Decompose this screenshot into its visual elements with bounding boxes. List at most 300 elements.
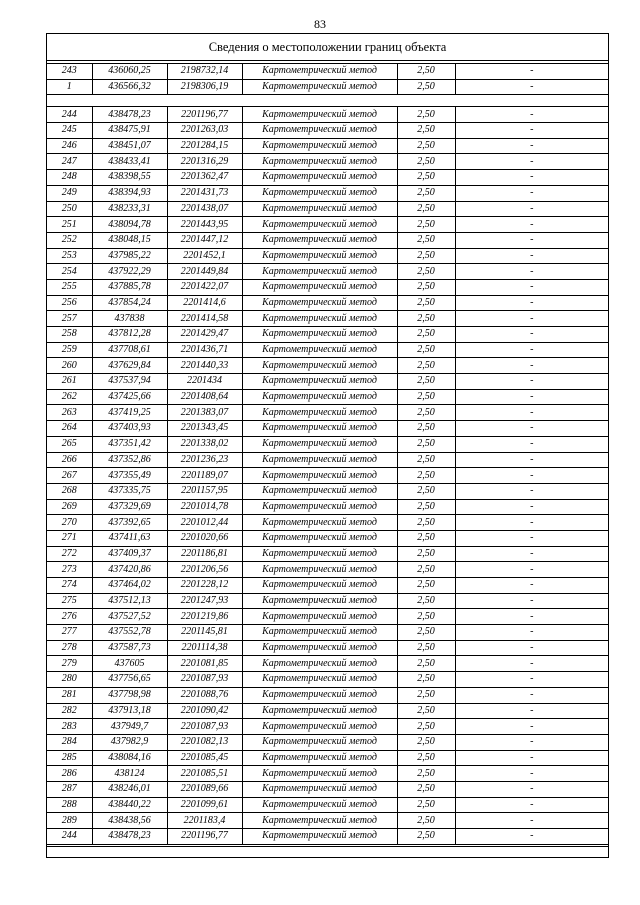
point-number-cell: 248 (47, 170, 92, 186)
x-coordinate-cell: 437798,98 (92, 687, 167, 703)
description-cell: - (455, 530, 608, 546)
x-coordinate-cell: 437552,78 (92, 625, 167, 641)
point-number-cell: 260 (47, 358, 92, 374)
table-row (47, 499, 608, 515)
y-coordinate-cell: 2201228,12 (167, 578, 242, 594)
method-cell: Картометрический метод (242, 79, 397, 95)
description-cell: - (455, 734, 608, 750)
y-coordinate-cell: 2201449,84 (167, 264, 242, 280)
method-cell: Картометрический метод (242, 279, 397, 295)
boundary-section (46, 33, 609, 858)
x-coordinate-cell: 437605 (92, 656, 167, 672)
y-coordinate-cell: 2201090,42 (167, 703, 242, 719)
accuracy-cell: 2,50 (397, 452, 455, 468)
x-coordinate-cell: 437982,9 (92, 734, 167, 750)
accuracy-cell: 2,50 (397, 562, 455, 578)
y-coordinate-cell: 2201085,45 (167, 750, 242, 766)
accuracy-cell: 2,50 (397, 170, 455, 186)
accuracy-cell: 2,50 (397, 766, 455, 782)
method-cell: Картометрический метод (242, 625, 397, 641)
x-coordinate-cell: 437812,28 (92, 327, 167, 343)
method-cell: Картометрический метод (242, 687, 397, 703)
point-number-cell: 253 (47, 248, 92, 264)
y-coordinate-cell: 2201183,4 (167, 813, 242, 829)
method-cell: Картометрический метод (242, 295, 397, 311)
accuracy-cell: 2,50 (397, 264, 455, 280)
description-cell: - (455, 781, 608, 797)
point-number-cell: 271 (47, 530, 92, 546)
point-number-cell: 1 (47, 79, 92, 95)
accuracy-cell: 2,50 (397, 625, 455, 641)
method-cell: Картометрический метод (242, 562, 397, 578)
y-coordinate-cell: 2201020,66 (167, 530, 242, 546)
x-coordinate-cell: 437512,13 (92, 593, 167, 609)
description-cell: - (455, 374, 608, 390)
accuracy-cell: 2,50 (397, 468, 455, 484)
description-cell: - (455, 107, 608, 123)
method-cell: Картометрический метод (242, 750, 397, 766)
accuracy-cell: 2,50 (397, 656, 455, 672)
description-cell: - (455, 562, 608, 578)
x-coordinate-cell: 437409,37 (92, 546, 167, 562)
point-number-cell: 259 (47, 342, 92, 358)
method-cell: Картометрический метод (242, 64, 397, 80)
separator-cell (47, 95, 608, 107)
description-cell: - (455, 687, 608, 703)
point-number-cell: 267 (47, 468, 92, 484)
point-number-cell: 250 (47, 201, 92, 217)
point-number-cell: 273 (47, 562, 92, 578)
y-coordinate-cell: 2201189,07 (167, 468, 242, 484)
description-cell: - (455, 248, 608, 264)
x-coordinate-cell: 437411,63 (92, 530, 167, 546)
x-coordinate-cell: 437854,24 (92, 295, 167, 311)
point-number-cell: 282 (47, 703, 92, 719)
method-cell: Картометрический метод (242, 829, 397, 845)
point-number-cell: 249 (47, 185, 92, 201)
method-cell: Картометрический метод (242, 766, 397, 782)
method-cell: Картометрический метод (242, 781, 397, 797)
accuracy-cell: 2,50 (397, 734, 455, 750)
accuracy-cell: 2,50 (397, 201, 455, 217)
y-coordinate-cell: 2198732,14 (167, 64, 242, 80)
x-coordinate-cell: 438398,55 (92, 170, 167, 186)
y-coordinate-cell: 2201447,12 (167, 232, 242, 248)
accuracy-cell: 2,50 (397, 593, 455, 609)
description-cell: - (455, 829, 608, 845)
table-row (47, 295, 608, 311)
x-coordinate-cell: 436566,32 (92, 79, 167, 95)
table-row (47, 515, 608, 531)
description-cell: - (455, 342, 608, 358)
table-row (47, 672, 608, 688)
x-coordinate-cell: 437949,7 (92, 719, 167, 735)
y-coordinate-cell: 2201081,85 (167, 656, 242, 672)
point-number-cell: 263 (47, 405, 92, 421)
point-number-cell: 243 (47, 64, 92, 80)
y-coordinate-cell: 2201186,81 (167, 546, 242, 562)
coordinates-table (47, 63, 608, 845)
x-coordinate-cell: 437420,86 (92, 562, 167, 578)
x-coordinate-cell: 437922,29 (92, 264, 167, 280)
x-coordinate-cell: 437985,22 (92, 248, 167, 264)
table-row (47, 546, 608, 562)
method-cell: Картометрический метод (242, 342, 397, 358)
point-number-cell: 279 (47, 656, 92, 672)
x-coordinate-cell: 437403,93 (92, 421, 167, 437)
y-coordinate-cell: 2201284,15 (167, 138, 242, 154)
point-number-cell: 264 (47, 421, 92, 437)
accuracy-cell: 2,50 (397, 374, 455, 390)
x-coordinate-cell: 438475,91 (92, 123, 167, 139)
y-coordinate-cell: 2201085,51 (167, 766, 242, 782)
y-coordinate-cell: 2201087,93 (167, 672, 242, 688)
table-row (47, 201, 608, 217)
table-row (47, 483, 608, 499)
description-cell: - (455, 578, 608, 594)
method-cell: Картометрический метод (242, 468, 397, 484)
point-number-cell: 247 (47, 154, 92, 170)
y-coordinate-cell: 2201247,93 (167, 593, 242, 609)
description-cell: - (455, 311, 608, 327)
table-row (47, 107, 608, 123)
method-cell: Картометрический метод (242, 123, 397, 139)
x-coordinate-cell: 438124 (92, 766, 167, 782)
accuracy-cell: 2,50 (397, 719, 455, 735)
accuracy-cell: 2,50 (397, 797, 455, 813)
point-number-cell: 280 (47, 672, 92, 688)
description-cell: - (455, 79, 608, 95)
description-cell: - (455, 405, 608, 421)
point-number-cell: 265 (47, 436, 92, 452)
description-cell: - (455, 766, 608, 782)
description-cell: - (455, 185, 608, 201)
method-cell: Картометрический метод (242, 734, 397, 750)
table-row (47, 138, 608, 154)
y-coordinate-cell: 2201440,33 (167, 358, 242, 374)
accuracy-cell: 2,50 (397, 609, 455, 625)
table-row (47, 264, 608, 280)
x-coordinate-cell: 437587,73 (92, 640, 167, 656)
contour-separator-row (47, 95, 608, 107)
description-cell: - (455, 515, 608, 531)
table-row (47, 797, 608, 813)
table-row (47, 170, 608, 186)
description-cell: - (455, 264, 608, 280)
accuracy-cell: 2,50 (397, 578, 455, 594)
method-cell: Картометрический метод (242, 530, 397, 546)
x-coordinate-cell: 437329,69 (92, 499, 167, 515)
y-coordinate-cell: 2201012,44 (167, 515, 242, 531)
x-coordinate-cell: 438433,41 (92, 154, 167, 170)
point-number-cell: 272 (47, 546, 92, 562)
y-coordinate-cell: 2201414,58 (167, 311, 242, 327)
description-cell: - (455, 656, 608, 672)
description-cell: - (455, 640, 608, 656)
x-coordinate-cell: 437537,94 (92, 374, 167, 390)
method-cell: Картометрический метод (242, 232, 397, 248)
accuracy-cell: 2,50 (397, 279, 455, 295)
table-row (47, 640, 608, 656)
description-cell: - (455, 436, 608, 452)
y-coordinate-cell: 2201383,07 (167, 405, 242, 421)
table-row (47, 781, 608, 797)
y-coordinate-cell: 2201206,56 (167, 562, 242, 578)
description-cell: - (455, 217, 608, 233)
description-cell: - (455, 123, 608, 139)
method-cell: Картометрический метод (242, 170, 397, 186)
description-cell: - (455, 499, 608, 515)
y-coordinate-cell: 2201316,29 (167, 154, 242, 170)
method-cell: Картометрический метод (242, 389, 397, 405)
method-cell: Картометрический метод (242, 703, 397, 719)
x-coordinate-cell: 437838 (92, 311, 167, 327)
y-coordinate-cell: 2201236,23 (167, 452, 242, 468)
method-cell: Картометрический метод (242, 436, 397, 452)
point-number-cell: 244 (47, 829, 92, 845)
table-row (47, 562, 608, 578)
method-cell: Картометрический метод (242, 248, 397, 264)
x-coordinate-cell: 438094,78 (92, 217, 167, 233)
x-coordinate-cell: 437355,49 (92, 468, 167, 484)
y-coordinate-cell: 2201196,77 (167, 107, 242, 123)
table-row (47, 232, 608, 248)
x-coordinate-cell: 438233,31 (92, 201, 167, 217)
accuracy-cell: 2,50 (397, 217, 455, 233)
accuracy-cell: 2,50 (397, 405, 455, 421)
x-coordinate-cell: 437335,75 (92, 483, 167, 499)
table-row (47, 593, 608, 609)
table-row (47, 750, 608, 766)
description-cell: - (455, 546, 608, 562)
x-coordinate-cell: 437352,86 (92, 452, 167, 468)
point-number-cell: 286 (47, 766, 92, 782)
y-coordinate-cell: 2201431,73 (167, 185, 242, 201)
table-row (47, 123, 608, 139)
table-row (47, 530, 608, 546)
accuracy-cell: 2,50 (397, 687, 455, 703)
y-coordinate-cell: 2201452,1 (167, 248, 242, 264)
method-cell: Картометрический метод (242, 656, 397, 672)
description-cell: - (455, 719, 608, 735)
method-cell: Картометрический метод (242, 578, 397, 594)
table-row (47, 154, 608, 170)
table-row (47, 311, 608, 327)
point-number-cell: 261 (47, 374, 92, 390)
accuracy-cell: 2,50 (397, 123, 455, 139)
description-cell: - (455, 452, 608, 468)
y-coordinate-cell: 2201422,07 (167, 279, 242, 295)
method-cell: Картометрический метод (242, 499, 397, 515)
accuracy-cell: 2,50 (397, 499, 455, 515)
description-cell: - (455, 421, 608, 437)
x-coordinate-cell: 437527,52 (92, 609, 167, 625)
method-cell: Картометрический метод (242, 217, 397, 233)
point-number-cell: 276 (47, 609, 92, 625)
section-title: Сведения о местоположении границ объекта (47, 34, 608, 61)
accuracy-cell: 2,50 (397, 79, 455, 95)
point-number-cell: 278 (47, 640, 92, 656)
method-cell: Картометрический метод (242, 421, 397, 437)
y-coordinate-cell: 2201429,47 (167, 327, 242, 343)
point-number-cell: 246 (47, 138, 92, 154)
x-coordinate-cell: 437419,25 (92, 405, 167, 421)
method-cell: Картометрический метод (242, 483, 397, 499)
accuracy-cell: 2,50 (397, 672, 455, 688)
description-cell: - (455, 138, 608, 154)
accuracy-cell: 2,50 (397, 185, 455, 201)
point-number-cell: 254 (47, 264, 92, 280)
description-cell: - (455, 468, 608, 484)
accuracy-cell: 2,50 (397, 107, 455, 123)
y-coordinate-cell: 2201408,64 (167, 389, 242, 405)
table-row (47, 452, 608, 468)
table-row (47, 703, 608, 719)
accuracy-cell: 2,50 (397, 327, 455, 343)
table-row (47, 217, 608, 233)
point-number-cell: 251 (47, 217, 92, 233)
description-cell: - (455, 609, 608, 625)
accuracy-cell: 2,50 (397, 483, 455, 499)
accuracy-cell: 2,50 (397, 640, 455, 656)
method-cell: Картометрический метод (242, 185, 397, 201)
y-coordinate-cell: 2201196,77 (167, 829, 242, 845)
accuracy-cell: 2,50 (397, 358, 455, 374)
method-cell: Картометрический метод (242, 672, 397, 688)
y-coordinate-cell: 2201338,02 (167, 436, 242, 452)
accuracy-cell: 2,50 (397, 248, 455, 264)
accuracy-cell: 2,50 (397, 436, 455, 452)
method-cell: Картометрический метод (242, 311, 397, 327)
x-coordinate-cell: 437392,65 (92, 515, 167, 531)
table-row (47, 734, 608, 750)
y-coordinate-cell: 2201082,13 (167, 734, 242, 750)
description-cell: - (455, 672, 608, 688)
x-coordinate-cell: 436060,25 (92, 64, 167, 80)
description-cell: - (455, 797, 608, 813)
method-cell: Картометрический метод (242, 201, 397, 217)
description-cell: - (455, 625, 608, 641)
table-row (47, 609, 608, 625)
accuracy-cell: 2,50 (397, 813, 455, 829)
method-cell: Картометрический метод (242, 546, 397, 562)
x-coordinate-cell: 438478,23 (92, 107, 167, 123)
accuracy-cell: 2,50 (397, 421, 455, 437)
x-coordinate-cell: 437629,84 (92, 358, 167, 374)
method-cell: Картометрический метод (242, 452, 397, 468)
page-number: 83 (314, 17, 326, 31)
point-number-cell: 274 (47, 578, 92, 594)
table-row (47, 405, 608, 421)
x-coordinate-cell: 438451,07 (92, 138, 167, 154)
point-number-cell: 285 (47, 750, 92, 766)
method-cell: Картометрический метод (242, 609, 397, 625)
description-cell: - (455, 703, 608, 719)
x-coordinate-cell: 437351,42 (92, 436, 167, 452)
x-coordinate-cell: 438084,16 (92, 750, 167, 766)
method-cell: Картометрический метод (242, 327, 397, 343)
description-cell: - (455, 327, 608, 343)
method-cell: Картометрический метод (242, 593, 397, 609)
accuracy-cell: 2,50 (397, 750, 455, 766)
point-number-cell: 283 (47, 719, 92, 735)
point-number-cell: 258 (47, 327, 92, 343)
y-coordinate-cell: 2201087,93 (167, 719, 242, 735)
method-cell: Картометрический метод (242, 264, 397, 280)
y-coordinate-cell: 2201434 (167, 374, 242, 390)
method-cell: Картометрический метод (242, 515, 397, 531)
point-number-cell: 277 (47, 625, 92, 641)
description-cell: - (455, 295, 608, 311)
accuracy-cell: 2,50 (397, 515, 455, 531)
method-cell: Картометрический метод (242, 719, 397, 735)
table-row (47, 79, 608, 95)
description-cell: - (455, 593, 608, 609)
y-coordinate-cell: 2201089,66 (167, 781, 242, 797)
point-number-cell: 256 (47, 295, 92, 311)
y-coordinate-cell: 2198306,19 (167, 79, 242, 95)
point-number-cell: 257 (47, 311, 92, 327)
accuracy-cell: 2,50 (397, 342, 455, 358)
description-cell: - (455, 232, 608, 248)
x-coordinate-cell: 438394,93 (92, 185, 167, 201)
point-number-cell: 287 (47, 781, 92, 797)
accuracy-cell: 2,50 (397, 703, 455, 719)
point-number-cell: 281 (47, 687, 92, 703)
table-row (47, 327, 608, 343)
point-number-cell: 252 (47, 232, 92, 248)
y-coordinate-cell: 2201438,07 (167, 201, 242, 217)
y-coordinate-cell: 2201263,03 (167, 123, 242, 139)
point-number-cell: 268 (47, 483, 92, 499)
point-number-cell: 266 (47, 452, 92, 468)
point-number-cell: 269 (47, 499, 92, 515)
point-number-cell: 284 (47, 734, 92, 750)
x-coordinate-cell: 438438,56 (92, 813, 167, 829)
method-cell: Картометрический метод (242, 640, 397, 656)
description-cell: - (455, 389, 608, 405)
accuracy-cell: 2,50 (397, 295, 455, 311)
table-row (47, 358, 608, 374)
description-cell: - (455, 154, 608, 170)
x-coordinate-cell: 437708,61 (92, 342, 167, 358)
description-cell: - (455, 279, 608, 295)
description-cell: - (455, 483, 608, 499)
y-coordinate-cell: 2201436,71 (167, 342, 242, 358)
y-coordinate-cell: 2201414,6 (167, 295, 242, 311)
x-coordinate-cell: 437756,65 (92, 672, 167, 688)
accuracy-cell: 2,50 (397, 781, 455, 797)
y-coordinate-cell: 2201145,81 (167, 625, 242, 641)
y-coordinate-cell: 2201443,95 (167, 217, 242, 233)
accuracy-cell: 2,50 (397, 829, 455, 845)
accuracy-cell: 2,50 (397, 138, 455, 154)
table-row (47, 578, 608, 594)
table-row (47, 687, 608, 703)
point-number-cell: 275 (47, 593, 92, 609)
y-coordinate-cell: 2201088,76 (167, 687, 242, 703)
table-row (47, 374, 608, 390)
method-cell: Картометрический метод (242, 405, 397, 421)
table-row (47, 656, 608, 672)
point-number-cell: 245 (47, 123, 92, 139)
y-coordinate-cell: 2201362,47 (167, 170, 242, 186)
point-number-cell: 289 (47, 813, 92, 829)
x-coordinate-cell: 438440,22 (92, 797, 167, 813)
description-cell: - (455, 201, 608, 217)
accuracy-cell: 2,50 (397, 311, 455, 327)
description-cell: - (455, 358, 608, 374)
